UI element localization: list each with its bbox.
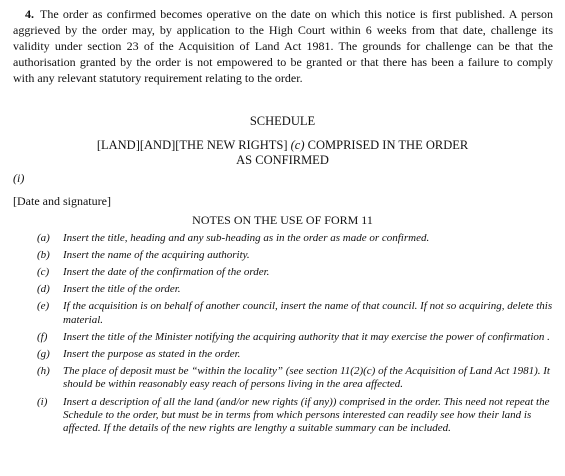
note-label: (d) xyxy=(37,283,50,296)
schedule-subtitle-line2: AS CONFIRMED xyxy=(236,153,329,167)
schedule-title: SCHEDULE xyxy=(249,114,316,128)
note-item xyxy=(37,249,555,262)
note-item xyxy=(37,365,555,392)
note-label: (b) xyxy=(37,249,50,262)
note-text: Insert the purpose as stated in the order. xyxy=(63,347,241,360)
note-label: (g) xyxy=(37,347,50,360)
note-text: Insert a description of all the land (and/or new rights (if any)) comprised in the order. This need not repeat the Schedule to the order, but must be in terms from which persons interested can readily see how their land is affected. If the details of the new rights are lengthy a suitable summary can be included. xyxy=(63,395,550,435)
note-text: Insert the title of the Minister notifying the acquiring authority that it may exercise the power of confirmation . xyxy=(63,330,550,343)
note-text: Insert the title of the order. xyxy=(63,283,181,296)
schedule-subtitle-pre: [LAND][AND][THE NEW RIGHTS] xyxy=(96,138,288,152)
note-text: Insert the title, heading and any sub-heading as in the order as made or confirmed. xyxy=(63,232,430,244)
date-signature: [Date and signature] xyxy=(13,194,111,208)
note-text: Insert the name of the acquiring authority. xyxy=(63,249,250,262)
marker-i: (i) xyxy=(13,171,25,185)
schedule-subtitle-ref: (c) xyxy=(290,138,305,152)
notes-title: NOTES ON THE USE OF FORM 11 xyxy=(192,213,373,227)
note-label: (e) xyxy=(37,300,50,313)
note-label: (f) xyxy=(37,330,48,343)
note-text: Insert the date of the confirmation of the order. xyxy=(63,266,270,279)
note-item xyxy=(37,396,555,436)
note-label: (a) xyxy=(37,232,50,244)
note-text: The place of deposit must be “within the locality” (see section 11(2)(c) of the Acquisition of Land Act 1981). It should be within reasonably easy reach of persons living in the area affected. xyxy=(63,365,550,391)
note-item xyxy=(37,283,555,296)
schedule-subtitle xyxy=(0,138,565,168)
note-item xyxy=(37,232,555,245)
notes-list xyxy=(37,232,555,439)
note-text: If the acquisition is on behalf of another council, insert the name of that council. If not so acquiring, delete this material. xyxy=(63,300,553,326)
note-label: (c) xyxy=(37,266,50,279)
note-label: (i) xyxy=(37,395,48,408)
note-label: (h) xyxy=(37,365,50,378)
paragraph-text: The order as confirmed becomes operative on the date on which this notice is first published. A person aggrieved by the order may, by application to the High Court within 6 weeks from that date, challenge its validity under section 23 of the Acquisition of Land Act 1981. The grounds for challenge can be that the authorisation granted by the order is not empowered to be granted or that there has been a failure to comply with any relevant statutory requirement relating to the order. xyxy=(13,7,553,85)
schedule-subtitle-post: COMPRISED IN THE ORDER xyxy=(307,138,469,152)
paragraph-4 xyxy=(13,6,553,86)
paragraph-number: 4. xyxy=(25,7,34,21)
note-item xyxy=(37,266,555,279)
note-item xyxy=(37,348,555,361)
note-item xyxy=(37,300,555,327)
note-item xyxy=(37,331,555,344)
